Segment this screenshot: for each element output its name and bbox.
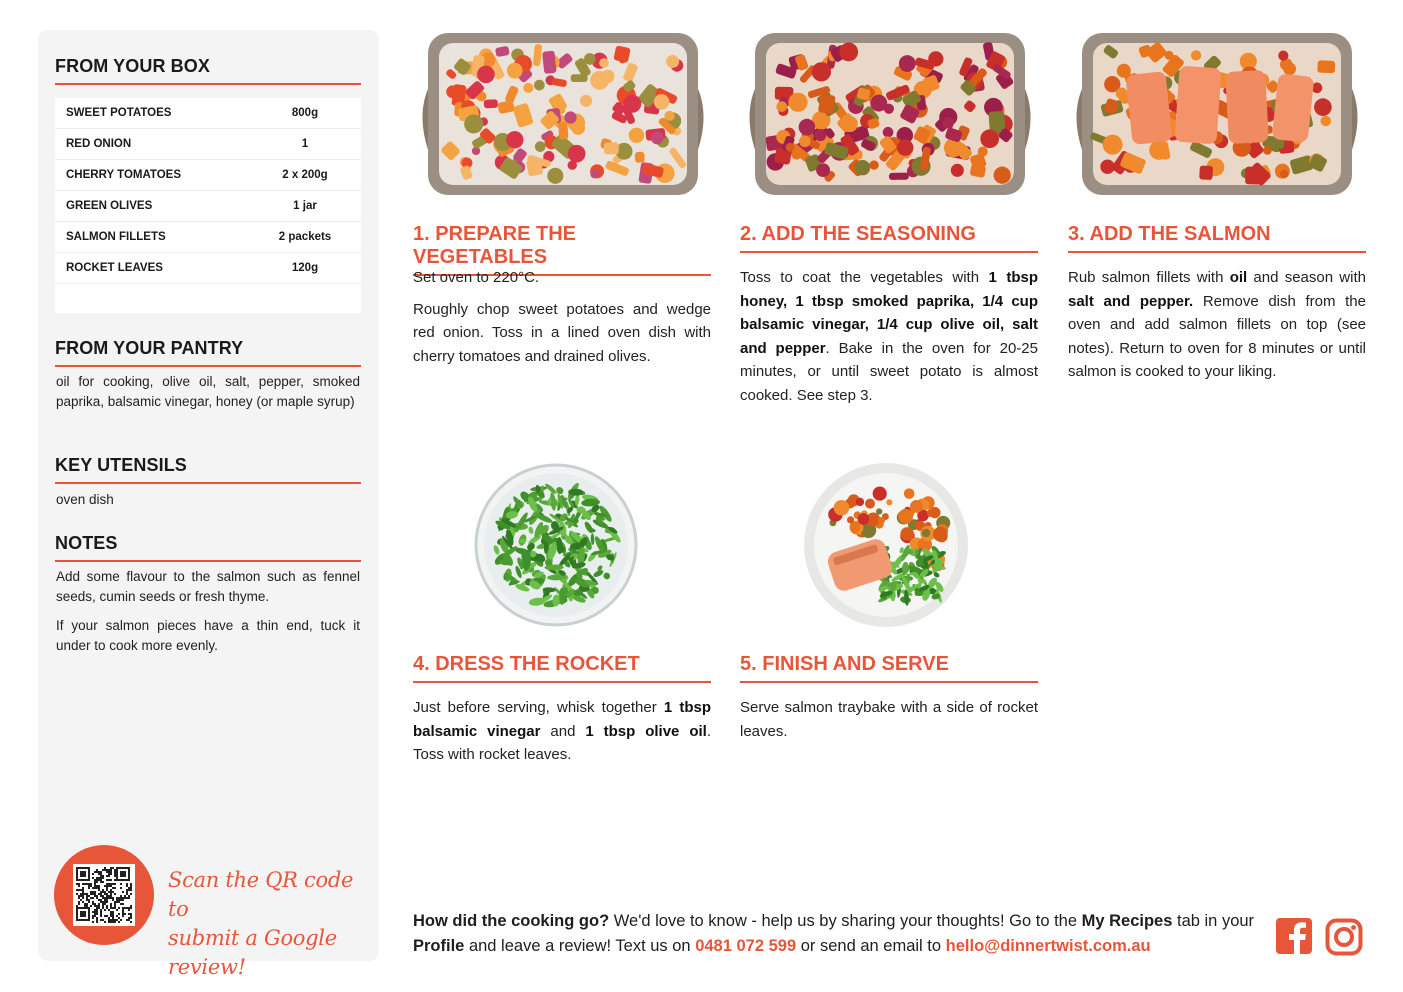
footer-text-4: or send an email to	[796, 937, 946, 955]
sidebar	[38, 30, 379, 979]
food-piece	[1263, 146, 1272, 155]
tray-with-salmon-image	[1067, 25, 1367, 200]
food-piece	[1116, 87, 1128, 99]
text-run: Remove dish from the oven and add salmon fillets on top (see notes). Return to oven for 8 minutes or until salmon is cooked to your liking.	[1068, 292, 1366, 380]
from-your-box-heading: FROM YOUR BOX	[55, 56, 361, 85]
food-piece	[651, 132, 664, 145]
footer-text-1: We'd love to know - help us by sharing your thoughts! Go to the	[609, 912, 1082, 930]
food-piece	[900, 527, 913, 540]
ingredient-qty: 1 jar	[293, 200, 317, 212]
food-piece	[584, 53, 596, 65]
ingredient-qty: 120g	[291, 262, 319, 274]
step-4-text	[413, 696, 711, 775]
my-recipes-label: My Recipes	[1081, 912, 1173, 930]
from-your-pantry-heading: FROM YOUR PANTRY	[55, 338, 361, 367]
food-piece	[613, 45, 631, 63]
table-row	[55, 98, 361, 129]
step-paragraph	[413, 266, 711, 290]
table-row	[55, 222, 361, 253]
food-piece	[464, 114, 483, 133]
ingredient-name: ROCKET LEAVES	[66, 262, 163, 274]
footer-text-2: tab in your	[1172, 912, 1255, 930]
food-piece	[842, 116, 858, 132]
food-piece	[1280, 170, 1288, 178]
qr-prompt	[168, 866, 368, 982]
food-piece	[944, 138, 963, 157]
food-piece	[951, 164, 964, 177]
plated-salmon-image	[800, 460, 972, 630]
food-piece	[869, 160, 878, 169]
step-4-title: 4. DRESS THE ROCKET	[413, 653, 711, 683]
qr-badge[interactable]	[54, 845, 154, 945]
food-piece	[927, 509, 935, 517]
step-1-text	[413, 266, 711, 376]
review-footer	[413, 909, 1263, 959]
food-piece	[878, 517, 885, 524]
food-piece	[571, 121, 585, 135]
food-piece	[786, 143, 795, 152]
table-row	[55, 191, 361, 222]
food-piece	[568, 145, 586, 163]
food-piece	[580, 95, 592, 107]
food-piece	[776, 101, 787, 112]
ingredient-qty: 1	[301, 138, 309, 150]
food-piece	[558, 122, 568, 140]
text-run: and	[540, 722, 586, 740]
food-piece	[629, 128, 644, 143]
food-piece	[812, 62, 831, 81]
food-piece	[858, 513, 870, 525]
text-run: . Toss with rocket leaves.	[413, 722, 711, 763]
food-piece	[1191, 50, 1201, 60]
food-piece	[601, 70, 614, 83]
food-piece	[873, 486, 887, 500]
food-piece	[599, 58, 609, 68]
food-piece	[506, 131, 523, 148]
footer-text-3: and leave a review! Text us on	[464, 937, 696, 955]
food-piece	[484, 99, 498, 108]
tray-vegetables-roasted-image	[740, 25, 1040, 200]
ingredient-qty: 2 packets	[278, 231, 332, 243]
food-piece	[922, 529, 931, 538]
food-piece	[886, 499, 892, 505]
footer-question: How did the cooking go?	[413, 912, 610, 930]
ingredient-name: RED ONION	[66, 138, 132, 150]
pantry-text: oil for cooking, olive oil, salt, pepper, smoked paprika, balsamic vinegar, honey (or maple syrup)	[56, 374, 360, 409]
text-run: Toss to coat the vegetables with	[740, 269, 989, 286]
food-piece	[876, 508, 882, 514]
notes-paragraph-2: If your salmon pieces have a thin end, tuck it under to cook more evenly.	[56, 618, 360, 653]
food-piece	[856, 498, 864, 506]
qr-prompt-line-1: Scan the QR code to	[168, 868, 354, 921]
table-row	[55, 129, 361, 160]
food-piece	[889, 173, 909, 180]
table-row	[55, 253, 361, 284]
food-piece	[855, 160, 870, 175]
facebook-icon[interactable]	[1276, 918, 1312, 954]
food-piece	[535, 141, 546, 152]
food-piece	[542, 51, 557, 74]
food-piece	[1321, 116, 1331, 126]
ingredient-name: SWEET POTATOES	[66, 107, 172, 119]
food-piece	[1278, 51, 1288, 61]
food-piece	[590, 170, 599, 179]
food-piece	[799, 119, 816, 136]
food-piece	[791, 150, 800, 159]
step-5-title: 5. FINISH AND SERVE	[740, 653, 1038, 683]
utensils-text: oven dish	[56, 492, 114, 507]
food-piece	[847, 516, 854, 523]
food-piece	[666, 55, 679, 68]
step-3-title: 3. ADD THE SALMON	[1068, 223, 1366, 253]
food-piece	[635, 152, 645, 163]
text-run: Roughly chop sweet potatoes and wedge red onion. Toss in a lined oven dish with cherry tomatoes and drained olives.	[413, 300, 711, 365]
food-piece	[899, 55, 916, 72]
food-piece	[910, 500, 923, 513]
rocket-leaf	[559, 588, 565, 605]
qr-code-icon[interactable]	[73, 864, 135, 926]
food-piece	[547, 168, 563, 184]
food-piece	[1314, 98, 1332, 116]
ingredients-table	[55, 98, 361, 313]
text-run: . Bake in the oven for 20-25 minutes, or until sweet potato is almost cooked. See step 3.	[740, 339, 1038, 404]
food-piece	[571, 74, 588, 82]
food-piece	[1317, 60, 1335, 73]
text-run: Rub salmon fillets with	[1068, 269, 1230, 286]
email-link[interactable]: hello@dinnertwist.com.au	[945, 937, 1151, 955]
phone-link[interactable]: 0481 072 599	[695, 937, 797, 955]
food-piece	[477, 66, 495, 84]
profile-label: Profile	[413, 937, 465, 955]
food-piece	[816, 163, 830, 177]
food-piece	[1103, 135, 1123, 155]
food-piece	[834, 500, 850, 516]
ingredient-name: SALMON FILLETS	[66, 231, 166, 243]
food-piece	[788, 93, 807, 112]
food-piece	[897, 139, 914, 156]
food-piece	[904, 488, 915, 499]
food-piece	[507, 63, 523, 79]
food-piece	[818, 93, 836, 114]
step-3-text	[1068, 266, 1366, 392]
ingredient-qty: 2 x 200g	[282, 169, 328, 181]
step-paragraph	[413, 696, 711, 767]
text-run: Serve salmon traybake with a side of rocket leaves.	[740, 699, 1038, 740]
food-piece	[814, 129, 826, 141]
step-paragraph	[413, 298, 711, 369]
step-2-text	[740, 266, 1038, 415]
food-piece	[654, 94, 669, 109]
food-piece	[933, 527, 948, 542]
text-run: and season with	[1247, 269, 1366, 286]
step-paragraph	[740, 266, 1038, 407]
food-piece	[1199, 165, 1213, 180]
food-piece	[870, 95, 887, 112]
qr-prompt-line-2: submit a Google review!	[168, 926, 337, 979]
food-piece	[523, 83, 533, 93]
food-piece	[980, 129, 999, 148]
food-piece	[865, 499, 875, 509]
ingredient-qty: 800g	[291, 107, 319, 119]
bowl-of-rocket-image	[470, 460, 642, 630]
tray-vegetables-raw-image	[413, 25, 713, 200]
food-piece	[883, 127, 894, 138]
text-run: Just before serving, whisk together	[413, 699, 664, 716]
bold-text: oil	[1229, 269, 1248, 286]
food-piece	[604, 142, 619, 154]
step-5-text	[740, 696, 1038, 751]
bold-text: salt and pepper.	[1068, 292, 1194, 310]
food-piece	[564, 111, 576, 123]
food-piece	[799, 135, 811, 147]
step-1-title: 1. PREPARE THE VEGETABLES	[413, 223, 711, 276]
table-row	[55, 160, 361, 191]
notes-heading: NOTES	[55, 533, 361, 562]
food-piece	[839, 43, 858, 62]
ingredient-name: GREEN OLIVES	[66, 200, 153, 212]
notes-paragraph-1: Add some flavour to the salmon such as fennel seeds, cumin seeds or fresh thyme.	[56, 569, 360, 604]
food-piece	[898, 509, 913, 524]
ingredient-name: CHERRY TOMATOES	[66, 169, 182, 181]
step-2-title: 2. ADD THE SEASONING	[740, 223, 1038, 253]
key-utensils-heading: KEY UTENSILS	[55, 455, 361, 484]
step-paragraph	[1068, 266, 1366, 384]
food-piece	[623, 95, 641, 113]
step-paragraph	[740, 696, 1038, 743]
bold-text: 1 tbsp honey, 1 tbsp smoked paprika, 1/4 cup balsamic vinegar, 1/4 cup olive oil, salt and pepper	[740, 269, 1038, 357]
food-piece	[534, 80, 545, 91]
food-piece	[994, 167, 1011, 184]
bold-text: 1 tbsp olive oil	[585, 722, 707, 740]
instagram-icon[interactable]	[1325, 918, 1363, 956]
text-run: Set oven to 220°C.	[413, 269, 540, 286]
food-piece	[665, 111, 675, 121]
bold-text: 1 tbsp balsamic vinegar	[413, 699, 711, 740]
